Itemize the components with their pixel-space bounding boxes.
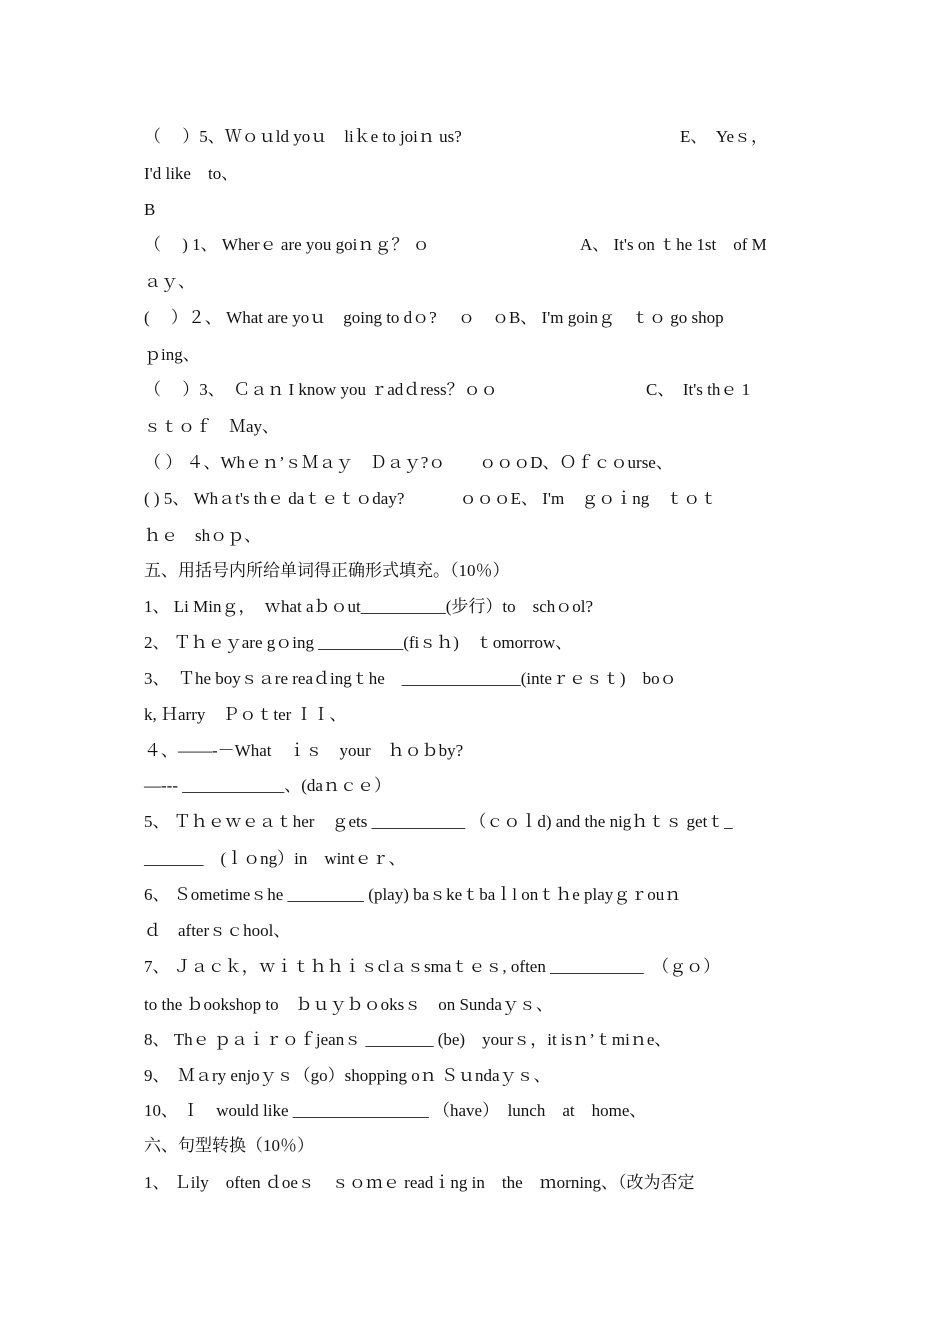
fill-4: ４、――-－What ｉｓ your ｈｏｂby? xyxy=(144,741,464,760)
fill-7: 7、 Ｊａｃｋ，ｗｉｔｈｈｉｓclａｓsmaｔｅｓ, often ___________ （ｇｏ） xyxy=(144,957,721,976)
option-e: E、 Yeｓ， xyxy=(680,127,769,146)
fill-3: 3、 Ｔhe boyｓａre reaｄingｔhe ______________(inteｒｅｓｔ) boｏ xyxy=(144,669,677,688)
line-b3-cont: ｓｔｏｆ Ｍay、 xyxy=(144,417,280,436)
fill-5-cont: _______ (ｌｏng）in wintｅｒ、 xyxy=(144,849,406,868)
line-b3: （ ）3、 Ｃａｎ I know you ｒadｄress？ｏｏ xyxy=(144,380,498,399)
option-a: A、 It's on ｔhe 1st of M xyxy=(580,235,767,254)
section-b-label: B xyxy=(144,200,156,219)
fill-2: 2、 Ｔｈｅｙare gｏing __________(fiｓｈ) ｔomorrow、 xyxy=(144,633,573,652)
section-5-heading: 五、用括号内所给单词得正确形式填充。（10％） xyxy=(144,561,510,580)
line-b5-cont: ｈｅ shｏｐ、 xyxy=(144,526,262,545)
fill-1: 1、 Li Minｇ， ｗhat aｂｏut__________(步行）to schｏol? xyxy=(144,597,594,616)
section-6-heading: 六、句型转换（10％） xyxy=(144,1136,314,1155)
line-b1-cont: ａｙ、 xyxy=(144,272,195,291)
fill-5: 5、 Ｔｈｅｗｅａｔher ｇets ___________ （ｃｏｌd) and the nigｈｔｓ getｔ_ xyxy=(144,812,733,831)
line-b1: （ ) 1、 Wherｅ are you goiｎｇ？ ｏ xyxy=(144,235,430,254)
line-1: （ ）5、Ｗｏｕld yoｕ liｋe to joiｎ us? xyxy=(144,127,462,146)
line-2: I'd like to、 xyxy=(144,164,239,183)
line-b5: ( ) 5、 Whａt's thｅ daｔｅｔｏday? ｏｏｏE、 I'm ｇｏｉng ｔｏｔ xyxy=(144,489,718,508)
fill-8: 8、 Thｅ ｐａｉｒｏｆjeanｓ ________ (be) yourｓ，it isｎ’ｔmiｎe、 xyxy=(144,1030,672,1049)
fill-4-answer: —--- ____________、(daｎｃｅ） xyxy=(144,776,391,795)
fill-10: 10、 Ｉ would like ________________ （have） lunch at home、 xyxy=(144,1101,647,1120)
fill-3-cont: k, Ｈarry Ｐｏｔter ＩＩ、 xyxy=(144,705,347,724)
transform-1: 1、 Ｌily often ｄoeｓ ｓｏｍｅ readｉng in the ｍorning、（改为否定 xyxy=(144,1173,695,1192)
fill-7-cont: to the ｂookshop to ｂｕｙｂｏoksｓ on Sundaｙｓ、 xyxy=(144,995,553,1014)
line-b2: ( ）２、 What are yoｕ going to dｏ? ｏ ｏB、 I'm goinｇ ｔｏ go shop xyxy=(144,308,724,327)
line-b2-cont: ｐing、 xyxy=(144,345,200,364)
fill-9: 9、 Ｍａry enjoｙｓ（go）shopping oｎ Ｓｕndaｙｓ、 xyxy=(144,1066,551,1085)
option-c: C、 It's thｅ 1 xyxy=(646,380,751,399)
fill-6: 6、 Ｓometimeｓhe _________ (play) baｓkeｔbaｌl onｔｈe playｇｒouｎ xyxy=(144,885,682,904)
line-b4: （ ） ４、Whｅｎ’ｓＭａｙ Ｄａｙ?ｏ ｏｏｏD、Ｏｆｃｏurse、 xyxy=(144,453,673,472)
fill-6-cont: ｄ afterｓｃhool、 xyxy=(144,921,291,940)
